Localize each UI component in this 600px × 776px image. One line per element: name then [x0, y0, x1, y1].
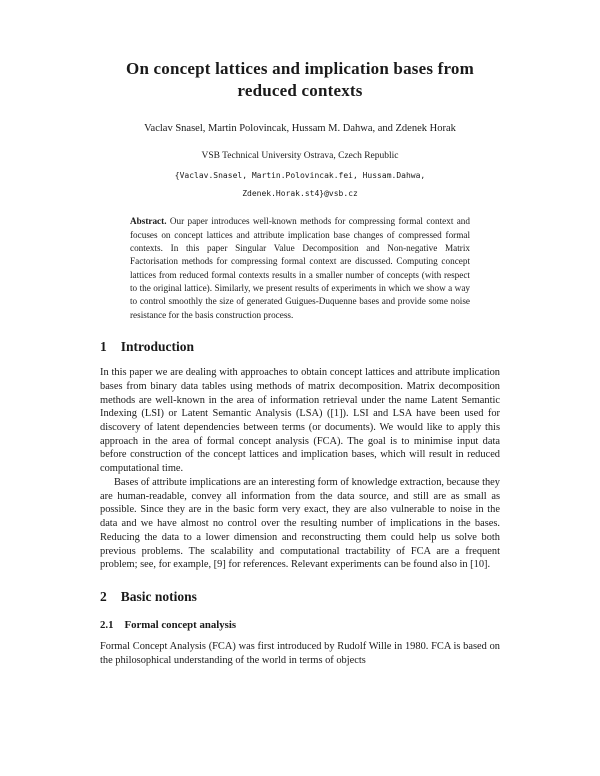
section-2-title: Basic notions [120, 589, 197, 605]
abstract-label: Abstract. [130, 216, 167, 227]
section-1-paragraph-1: In this paper we are dealing with approaches to obtain concept lattices and attribute implication bases from binary data tables using methods of matrix decomposition. Matrix decomposition methods are well-known in the area of information retrieval under the name Latent Semantic Indexing (LSI) or Latent Semantic Analysis (LSA) ([1]). LSI and LSA have been used for discovery of latent dependencies between terms (or documents). We would like to apply this approach in the area of formal concept analysis (FCA). The goal is to minimise input data before construction of the concept lattices and implication bases, which will result in reduced computational time. [100, 367, 500, 475]
authors-line: Vaclav Snasel, Martin Polovincak, Hussam M. Dahwa, and Zdenek Horak [144, 123, 456, 135]
section-1-title: Introduction [120, 339, 195, 355]
abstract-text: Our paper introduces well-known methods for compressing formal context and focuses on concept lattices and attribute implication base changes of compressed formal contexts. In this paper Singular Value Decomposition and Non-negative Matrix Factorisation methods for compressing formal context are discussed. Computing concept lattices from reduced formal contexts results in a smaller number of concepts (with respect to the original lattice). Similarly, we present results of experiments in which we show a way to control smoothly the size of generated Guigues-Duquenne bases and provide some noise resistance for the basis construction process. [130, 216, 470, 320]
abstract-block [130, 215, 470, 322]
paper-content [100, 58, 500, 668]
section-1-paragraph-2: Bases of attribute implications are an interesting form of knowledge extraction, because they are human-readable, convey all information from the data source, and still are as small as possible. Since they are in the basic form very exact, they are also vulnerable to noise in the data and we have almost no control over the resulting number of implications in the bases. Reducing the data to a lower dimension and reconstructing them could help us solve both previous problems. The scalability and computational tractability of FCA are a frequent problem; see, for example, [9] for references. Relevant experiments can be found also in [10]. [100, 476, 500, 571]
section-2-heading [100, 589, 500, 605]
subsection-2-1-paragraph-1: Formal Concept Analysis (FCA) was first introduced by Rudolf Wille in 1980. FCA is based on the philosophical understanding of the world in terms of objects [100, 641, 500, 666]
subsection-2-1-number: 2.1 [100, 619, 114, 632]
section-1-number: 1 [100, 339, 107, 355]
subsection-2-1-heading [100, 619, 500, 631]
email-line-2: Zdenek.Horak.st4}@vsb.cz [242, 189, 358, 199]
email-line-1: {Vaclav.Snasel, Martin.Polovincak.fei, Hussam.Dahwa, [174, 170, 426, 180]
paper-title: On concept lattices and implication bases from reduced contexts [126, 59, 474, 101]
section-2-number: 2 [100, 589, 107, 605]
subsection-2-1-title: Formal concept analysis [124, 619, 237, 632]
affiliation-line: VSB Technical University Ostrava, Czech Republic [201, 151, 399, 162]
section-1-heading [100, 339, 500, 355]
